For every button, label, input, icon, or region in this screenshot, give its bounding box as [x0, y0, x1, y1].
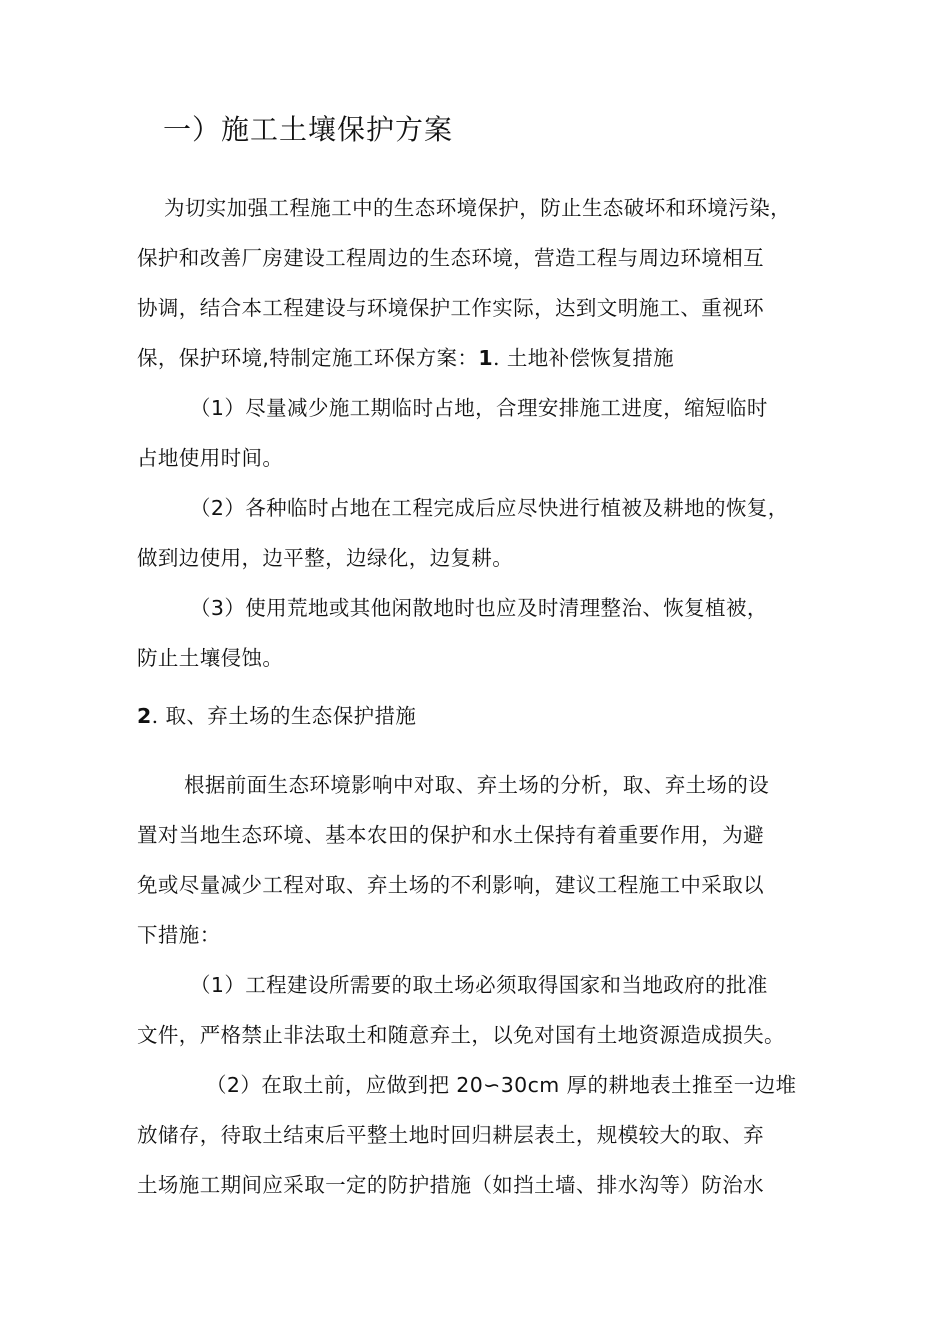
s2-para-line-1: 根据前面生态环境影响中对取、弃土场的分析，取、弃土场的设: [184, 773, 770, 797]
intro-line-3: 协调，结合本工程建设与环境保护工作实际，达到文明施工、重视环: [137, 296, 764, 320]
section-2-number: 2: [137, 704, 152, 728]
section-1-heading: . 土地补偿恢复措施: [493, 346, 675, 370]
intro-line-2: 保护和改善厂房建设工程周边的生态环境，营造工程与周边环境相互: [137, 246, 764, 270]
s2-para-line-2: 置对当地生态环境、基本农田的保护和水土保持有着重要作用，为避: [137, 823, 764, 847]
document-title: 一）施工土壤保护方案: [163, 113, 454, 146]
intro-line-1: 为切实加强工程施工中的生态环境保护，防止生态破坏和环境污染，: [164, 196, 791, 220]
section-2-heading: [137, 701, 416, 731]
s2-para-line-3: 免或尽量减少工程对取、弃土场的不利影响，建议工程施工中采取以: [137, 873, 764, 897]
s2-item-2-line-2: 放储存，待取土结束后平整土地时回归耕层表土，规模较大的取、弃: [137, 1123, 764, 1147]
s2-item-2-line-1: （2）在取土前，应做到把 20∽30cm 厚的耕地表土推至一边堆: [206, 1073, 797, 1097]
section-2-heading-text: . 取、弃土场的生态保护措施: [151, 704, 417, 728]
s2-item-2-line-3: 土场施工期间应采取一定的防护措施（如挡土墙、排水沟等）防治水: [137, 1173, 764, 1197]
s1-item-3-line-1: （3）使用荒地或其他闲散地时也应及时清理整治、恢复植被，: [190, 596, 768, 620]
s1-item-1-line-1: （1）尽量减少施工期临时占地，合理安排施工进度，缩短临时: [190, 396, 768, 420]
s2-item-1-line-1: （1）工程建设所需要的取土场必须取得国家和当地政府的批准: [190, 973, 768, 997]
s2-para-line-4: 下措施：: [137, 923, 221, 947]
intro-line-4: [137, 343, 674, 373]
s1-item-2-line-1: （2）各种临时占地在工程完成后应尽快进行植被及耕地的恢复，: [190, 496, 789, 520]
s1-item-3-line-2: 防止土壤侵蚀。: [137, 646, 284, 670]
s1-item-1-line-2: 占地使用时间。: [137, 446, 284, 470]
intro-line-4-text: 保，保护环境,特制定施工环保方案：: [137, 346, 479, 370]
section-1-number: 1: [478, 346, 493, 370]
s1-item-2-line-2: 做到边使用，边平整，边绿化，边复耕。: [137, 546, 514, 570]
s2-item-1-line-2: 文件，严格禁止非法取土和随意弃土，以免对国有土地资源造成损失。: [137, 1023, 785, 1047]
